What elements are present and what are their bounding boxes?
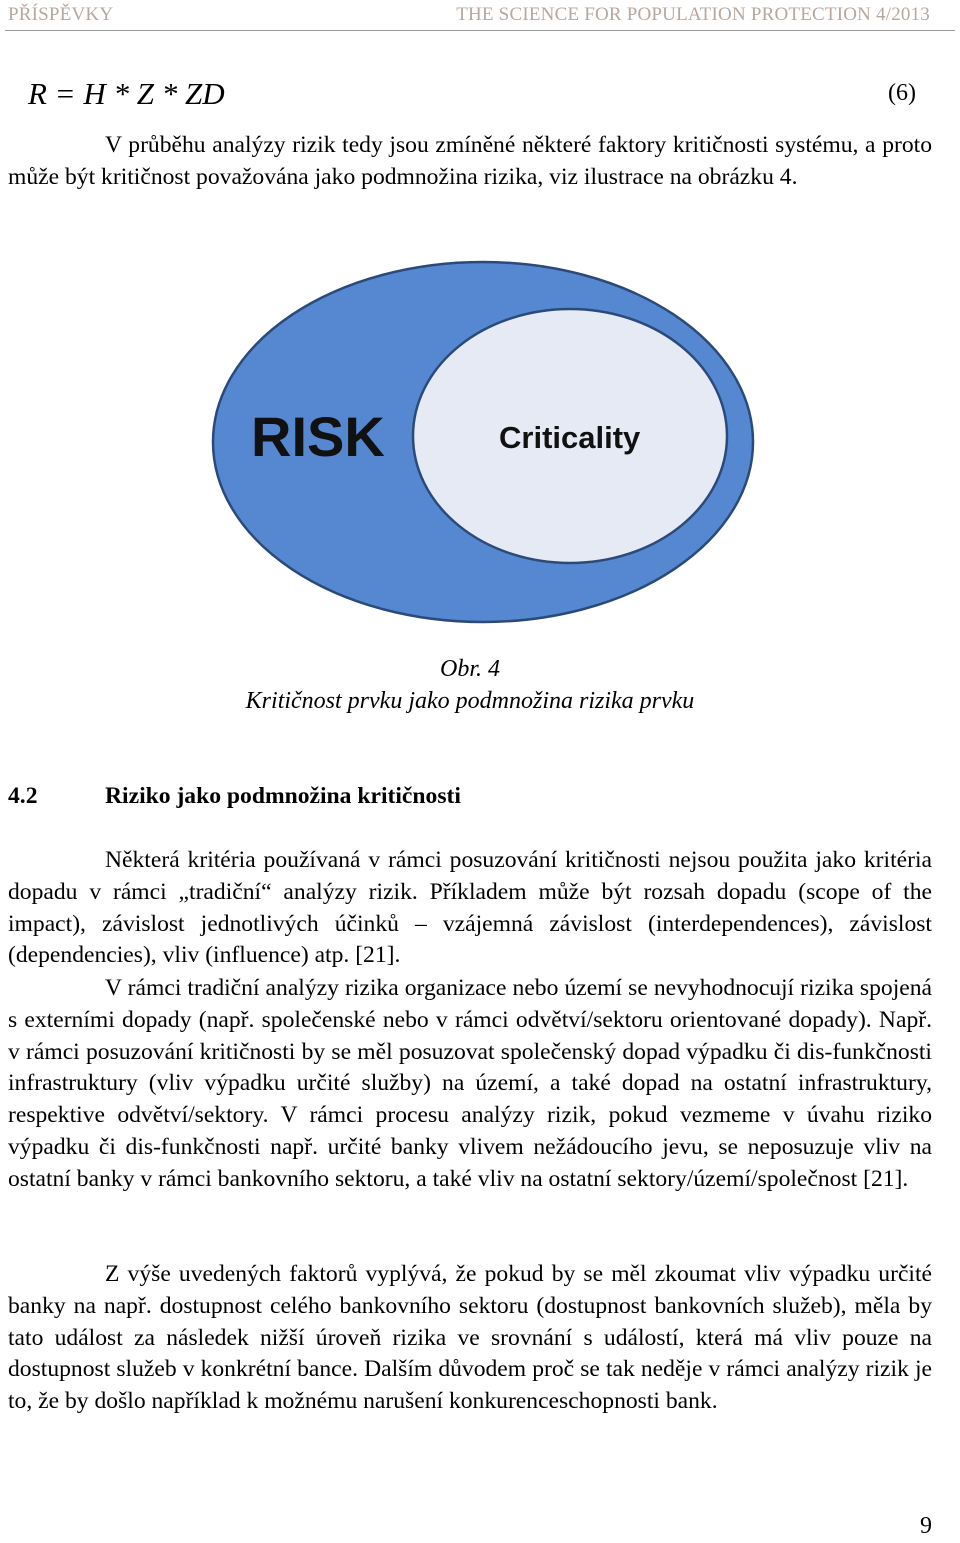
figure-caption-text: Kritičnost prvku jako podmnožina rizika prvku — [245, 688, 695, 714]
header-journal-title: THE SCIENCE FOR POPULATION PROTECTION 4/2013 — [456, 4, 930, 25]
running-header — [8, 4, 930, 28]
header-divider — [5, 30, 955, 31]
section-number: 4.2 — [8, 783, 38, 809]
risk-criticality-diagram — [205, 258, 765, 638]
paragraph-2 — [8, 845, 932, 972]
page-number: 9 — [920, 1513, 932, 1539]
section-title: Riziko jako podmnožina kritičnosti — [105, 783, 461, 809]
figure-caption-number: Obr. 4 — [439, 656, 500, 682]
paragraph-3-text: V rámci tradiční analýzy rizika organizace nebo území se nevyhodnocují rizika spojená s externími dopady (např. společenské nebo v rámci odvětví/sektoru orientované dopady). Např. v rámci posuzování kritičnosti by se měl posuzovat společenský dopad výpadku či dis-funkčnosti infrastruktury (vliv výpadku určité služby) na území, a také dopad na ostatní infrastruktury, respektive odvětví/sektory. V rámci procesu analýzy rizik, pokud vezmeme v úvahu riziko výpadku či dis-funkčnosti např. určité banky vlivem nežádoucího jevu, se neposuzuje vliv na ostatní banky v rámci bankovního sektoru, a také vliv na ostatní sektory/území/společnost [21]. — [8, 975, 932, 1192]
paragraph-2-text: Některá kritéria používaná v rámci posuzování kritičnosti nejsou použita jako kritéria dopadu v rámci „tradiční“ analýzy rizik. Příkladem může být rozsah dopadu (scope of the impact), závislost jednotlivých účinků – vzájemná závislost (interdependences), závislost (dependencies), vliv (influence) atp. [21]. — [8, 847, 932, 969]
criticality-label: Criticality — [499, 420, 641, 455]
paragraph-1-text: V průběhu analýzy rizik tedy jsou zmíněné některé faktory kritičnosti systému, a proto může být kritičnost považována jako podmnožina rizika, viz ilustrace na obrázku 4. — [8, 132, 932, 190]
header-section-label: PŘÍSPĚVKY — [8, 4, 114, 25]
paragraph-4-text: Z výše uvedených faktorů vyplývá, že pokud by se měl zkoumat vliv výpadku určité banky na např. dostupnost celého bankovního sektoru (dostupnost bankovních služeb), měla by tato událost za následek nižší úroveň rizika ve srovnání s událostí, která má vliv pouze na dostupnost služeb v konkrétní bance. Dalším důvodem proč se tak neděje v rámci analýzy rizik je to, že by došlo například k možnému narušení konkurenceschopnosti bank. — [8, 1261, 932, 1415]
equation-number: (6) — [888, 80, 916, 106]
paragraph-3 — [8, 973, 932, 1196]
paragraph-1 — [8, 130, 932, 194]
section-heading — [8, 783, 461, 810]
risk-label: RISK — [251, 405, 385, 468]
paragraph-4 — [8, 1259, 932, 1418]
equation: R = H * Z * ZD — [28, 76, 225, 111]
